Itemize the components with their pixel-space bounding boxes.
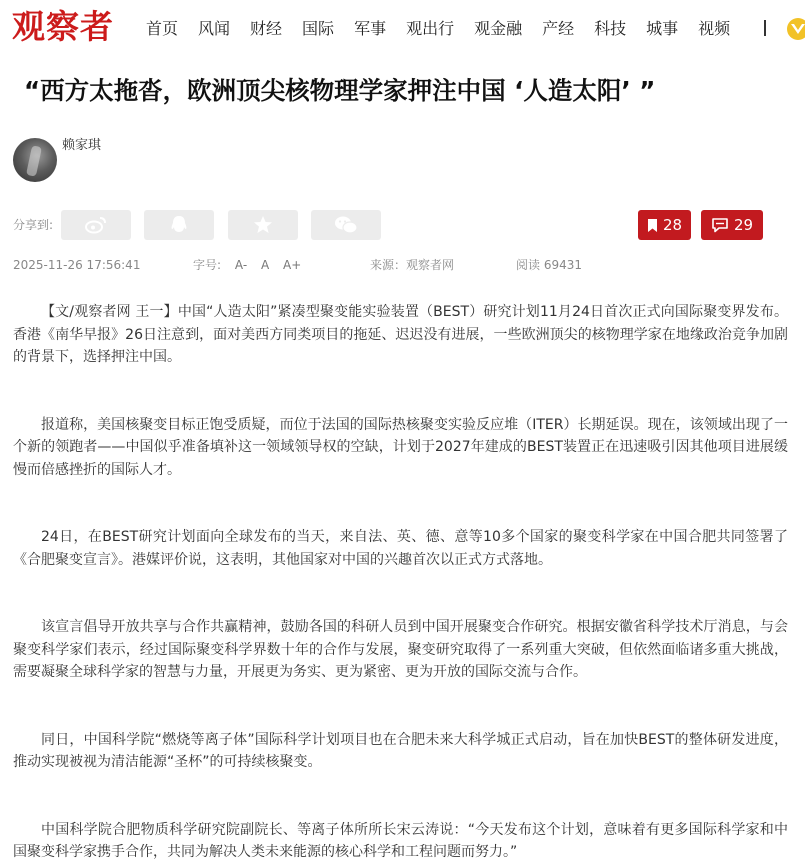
author-name[interactable]: 赖家琪: [62, 138, 102, 153]
bookmark-count: 28: [662, 216, 683, 234]
font-size-control: [193, 256, 301, 274]
publish-datetime: 2025-11-26 17:56:41: [13, 258, 141, 272]
nav-item-industry[interactable]: 产经: [542, 19, 575, 38]
nav-item-fengwen[interactable]: 风闻: [198, 19, 231, 38]
article-title: “西方太拖沓，欧洲顶尖核物理学家押注中国 ‘人造太阳’ ”: [24, 76, 656, 105]
article-paragraph: 中国科学院合肥物质科学研究院副院长、等离子体所所长宋云涛说：“今天发布这个计划，意味着有更多国际科学家和中国聚变科学家携手合作，共同为解决人类未来能源的核心科学和工程问题而努力。”: [13, 821, 788, 859]
nav-separator: [764, 20, 766, 36]
article-body: [13, 301, 788, 859]
article-paragraph: 24日，在BEST研究计划面向全球发布的当天，来自法、英、德、意等10多个国家的聚变科学家在中国合肥共同签署了《合肥聚变宣言》。港媒评价说，这表明，其他国家对中国的兴趣首次以正式方式落地。: [13, 529, 788, 568]
qq-icon: [170, 215, 188, 235]
article-source: 来源：观察者网: [370, 258, 455, 272]
comment-count-button[interactable]: [701, 210, 763, 240]
font-size-decrease-button[interactable]: A-: [234, 258, 248, 272]
nav-item-home[interactable]: 首页: [146, 19, 179, 38]
article-paragraph: 同日，中国科学院“燃烧等离子体”国际科学计划项目也在合肥未来大科学城正式启动，旨在加快BEST的整体研发进度，推动实现被视为清洁能源“圣杯”的可持续核聚变。: [13, 731, 788, 770]
font-size-label: 字号:: [193, 258, 222, 272]
share-wechat-button[interactable]: [311, 210, 381, 240]
vip-badge-icon[interactable]: [787, 18, 805, 40]
comment-icon: [711, 217, 729, 233]
nav-item-international[interactable]: 国际: [302, 19, 335, 38]
view-count: 阅读 69431: [516, 258, 582, 272]
nav-item-gold-finance[interactable]: 观金融: [474, 19, 523, 38]
font-size-normal-button[interactable]: A: [260, 258, 270, 272]
nav-item-tech[interactable]: 科技: [594, 19, 627, 38]
nav-item-city[interactable]: 城事: [646, 19, 679, 38]
share-favorite-button[interactable]: [228, 210, 298, 240]
nav-item-video[interactable]: 视频: [698, 19, 731, 38]
main-nav: [146, 17, 750, 41]
nav-item-mobility[interactable]: 观出行: [406, 19, 455, 38]
article-paragraph: 该宣言倡导开放共享与合作共赢精神，鼓励各国的科研人员到中国开展聚变合作研究。根据安徽省科学技术厅消息，与会聚变科学家们表示，经过国际聚变科学界数十年的合作与发展，聚变研究取得了一系列重大突破，但依然面临诸多重大挑战，需要凝聚全球科学家的智慧与力量，开展更为务实、更为紧密、更为开放的国际交流与合作。: [13, 619, 788, 680]
font-size-increase-button[interactable]: A+: [283, 258, 302, 272]
bookmark-count-button[interactable]: [638, 210, 691, 240]
top-header: [0, 0, 805, 58]
article-paragraph: 【文/观察者网 王一】中国“人造太阳”紧凑型聚变能实验装置（BEST）研究计划11月24日首次正式向国际聚变界发布。香港《南华早报》26日注意到，面对美西方同类项目的拖延、迟迟没有进展，一些欧洲顶尖的核物理学家在地缘政治竞争加剧的背景下，选择押注中国。: [13, 304, 788, 365]
share-label: 分享到:: [13, 218, 54, 232]
nav-item-finance[interactable]: 财经: [250, 19, 283, 38]
wechat-icon: [334, 215, 358, 235]
article-paragraph: 报道称，美国核聚变目标正饱受质疑，而位于法国的国际热核聚变实验反应堆（ITER）长期延误。现在，该领域出现了一个新的领跑者——中国似乎准备填补这一领域领导权的空缺，计划于2027年建成的BEST装置正在迅速吸引因其他项目进展缓慢而倍感挫折的国际人才。: [13, 416, 788, 478]
weibo-icon: [85, 216, 107, 234]
site-logo[interactable]: 观察者: [12, 7, 114, 46]
nav-item-military[interactable]: 军事: [354, 19, 387, 38]
author-avatar[interactable]: [13, 138, 57, 182]
comment-count: 29: [733, 216, 754, 234]
share-qq-button[interactable]: [144, 210, 214, 240]
bookmark-icon: [647, 218, 658, 233]
share-weibo-button[interactable]: [61, 210, 131, 240]
star-icon: [253, 215, 273, 235]
